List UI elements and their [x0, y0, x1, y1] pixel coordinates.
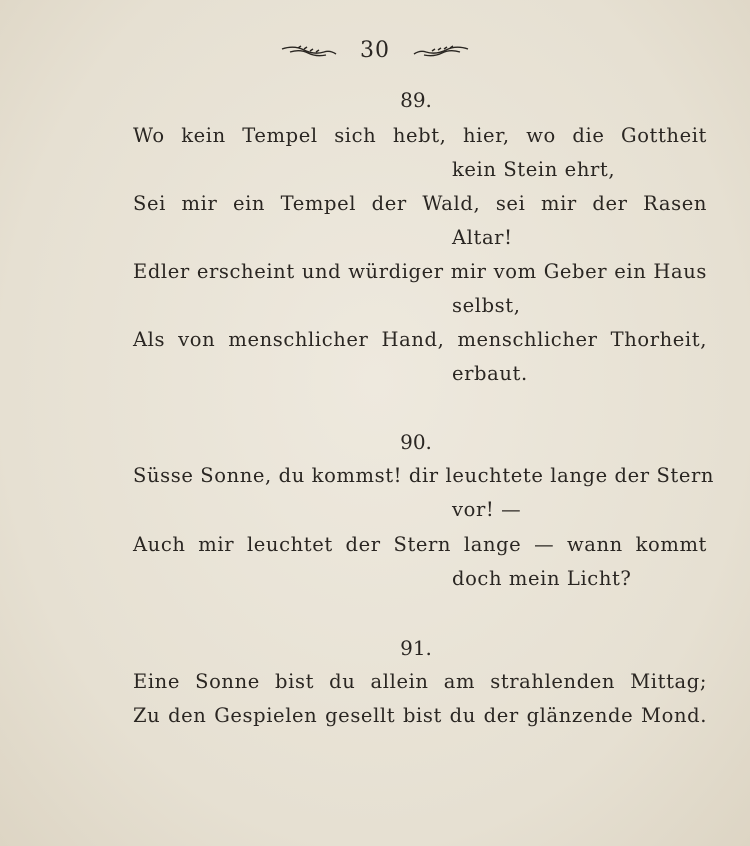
verse-continuation: erbaut. [452, 362, 528, 385]
verse-continuation: doch mein Licht? [452, 567, 632, 590]
page-number: 30 [360, 38, 390, 63]
verse-line: Sei mir ein Tempel der Wald, sei mir der Rasen [133, 192, 707, 215]
verse-line: Wo kein Tempel sich hebt, hier, wo die Gottheit [133, 124, 707, 147]
verse-continuation: kein Stein ehrt, [452, 158, 616, 181]
section-number: 90. [400, 430, 432, 454]
verse-line: Als von menschlicher Hand, menschlicher Thorheit, [133, 328, 707, 351]
section-number: 91. [400, 636, 432, 660]
left-ornament-icon [280, 43, 338, 59]
verse-continuation: selbst, [452, 294, 521, 317]
right-ornament-icon [412, 43, 470, 59]
page-header [0, 38, 750, 63]
verse-continuation: Altar! [452, 226, 513, 249]
verse-line: Süsse Sonne, du kommst! dir leuchtete lange der Stern [133, 464, 715, 487]
section-number: 89. [400, 88, 432, 112]
verse-line: Zu den Gespielen gesellt bist du der glänzende Mond. [133, 704, 707, 727]
verse-line: Eine Sonne bist du allein am strahlenden Mittag; [133, 670, 707, 693]
verse-continuation: vor! — [452, 498, 522, 521]
verse-line: Edler erscheint und würdiger mir vom Geber ein Haus [133, 260, 707, 283]
verse-line: Auch mir leuchtet der Stern lange — wann kommt [133, 533, 707, 556]
